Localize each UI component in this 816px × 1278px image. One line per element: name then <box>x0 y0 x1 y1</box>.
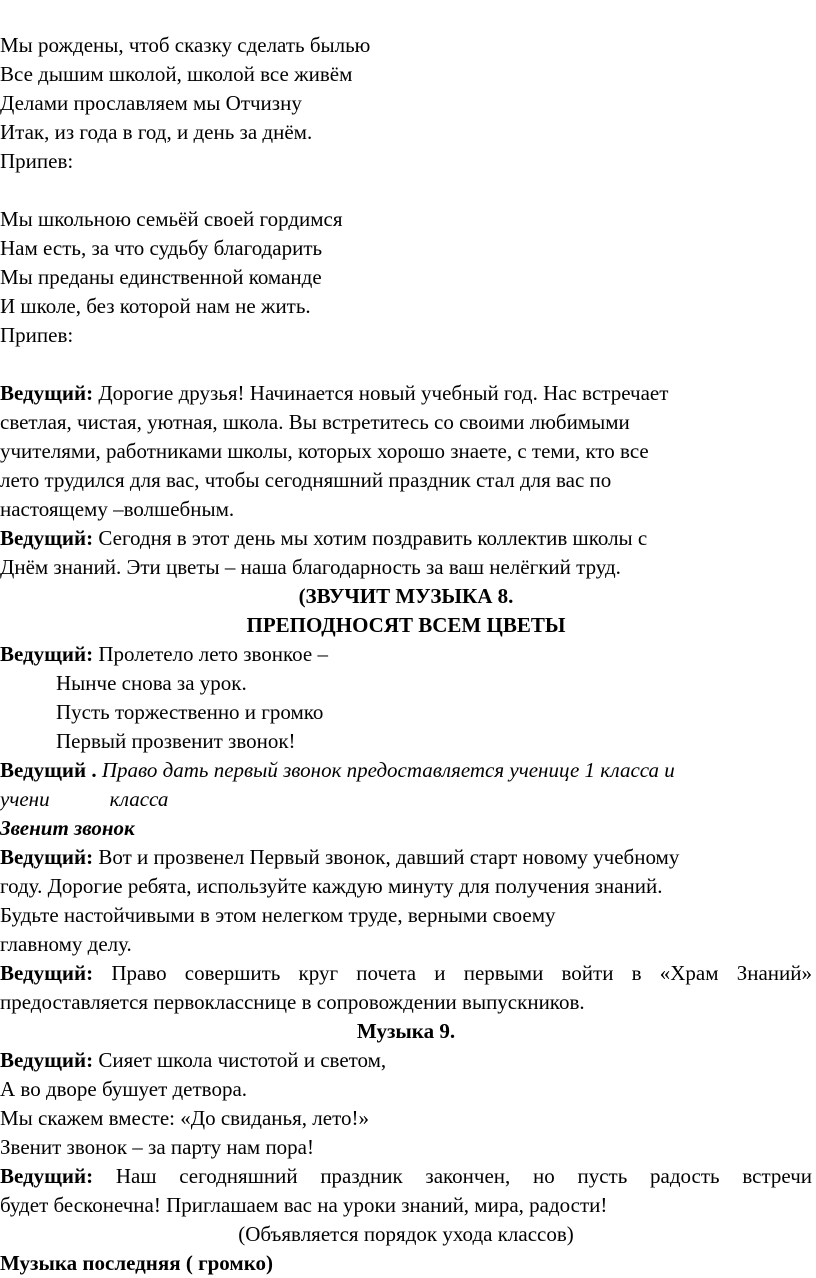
verse-line: Мы преданы единственной команде <box>0 265 322 289</box>
paragraph-line: настоящему –волшебным. <box>0 497 235 521</box>
paragraph-line: Ведущий: Сегодня в этот день мы хотим поздравить коллектив школы с <box>0 526 648 550</box>
paragraph-line: будет бесконечна! Приглашаем вас на уроки знаний, мира, радости! <box>0 1193 608 1217</box>
speaker-label: Ведущий: <box>0 381 94 405</box>
paragraph-line: Ведущий: Вот и прозвенел Первый звонок, давший старт новому учебному <box>0 845 680 869</box>
speaker-label: Ведущий: <box>0 845 94 869</box>
speaker-label: Ведущий . <box>0 758 97 782</box>
document-page <box>0 31 812 1278</box>
chorus-label: Припев: <box>0 149 74 173</box>
paragraph-line: Ведущий . Право дать первый звонок предоставляется ученице 1 класса и <box>0 758 675 782</box>
paragraph-line: светлая, чистая, уютная, школа. Вы встретитесь со своими любимыми <box>0 410 630 434</box>
paragraph-line: году. Дорогие ребята, используйте каждую минуту для получения знаний. <box>0 874 663 898</box>
poem-line: Ведущий: Сияет школа чистотой и светом, <box>0 1048 387 1072</box>
stage-direction: ПРЕПОДНОСЯТ ВСЕМ ЦВЕТЫ <box>246 613 566 637</box>
paragraph-line: главному делу. <box>0 932 132 956</box>
poem-line: Первый прозвенит звонок! <box>56 729 296 753</box>
poem-line: Ведущий: Пролетело лето звонкое – <box>0 642 328 666</box>
verse-line: Делами прославляем мы Отчизну <box>0 91 302 115</box>
verse-line: Мы школьною семьёй своей гордимся <box>0 207 343 231</box>
poem-line: Нынче снова за урок. <box>56 671 247 695</box>
verse-line: И школе, без которой нам не жить. <box>0 294 311 318</box>
stage-direction: (ЗВУЧИТ МУЗЫКА 8. <box>298 584 514 608</box>
paragraph-line: Ведущий: Право совершить круг почета и первыми войти в «Храм Знаний» <box>0 961 813 985</box>
blank-line <box>0 350 812 379</box>
blank-line <box>0 176 812 205</box>
poem-line: Пусть торжественно и громко <box>56 700 324 724</box>
stage-direction: Музыка 9. <box>356 1019 456 1043</box>
paragraph-line: Днём знаний. Эти цветы – наша благодарность за ваш нелёгкий труд. <box>0 555 621 579</box>
poem-line: Звенит звонок – за парту нам пора! <box>0 1135 314 1159</box>
stage-direction: Звенит звонок <box>0 816 135 840</box>
paragraph-line: Ведущий: Дорогие друзья! Начинается новый учебный год. Нас встречает <box>0 381 669 405</box>
speaker-label: Ведущий: <box>0 1164 94 1188</box>
paragraph-line: Ведущий: Наш сегодняшний праздник закончен, но пусть радость встречи <box>0 1164 812 1188</box>
paragraph-line: лето трудился для вас, чтобы сегодняшний праздник стал для вас по <box>0 468 612 492</box>
paragraph-line: предоставляется первокласснице в сопровождении выпускников. <box>0 990 585 1014</box>
verse-line: Все дышим школой, школой все живём <box>0 62 353 86</box>
paragraph-line: Будьте настойчивыми в этом нелегком труде, верными своему <box>0 903 556 927</box>
speaker-label: Ведущий: <box>0 1048 94 1072</box>
speaker-label: Ведущий: <box>0 642 94 666</box>
chorus-label: Припев: <box>0 323 74 347</box>
verse-line: Мы рождены, чтоб сказку сделать былью <box>0 33 371 57</box>
speaker-label: Ведущий: <box>0 961 94 985</box>
stage-direction: (Объявляется порядок ухода классов) <box>238 1222 574 1246</box>
stage-direction: Музыка последняя ( громко) <box>0 1251 274 1275</box>
verse-line: Нам есть, за что судьбу благодарить <box>0 236 323 260</box>
paragraph-line: учителями, работниками школы, которых хорошо знаете, с теми, кто все <box>0 439 649 463</box>
verse-line: Итак, из года в год, и день за днём. <box>0 120 313 144</box>
speaker-label: Ведущий: <box>0 526 94 550</box>
paragraph-line: учени класса <box>0 787 169 811</box>
poem-line: А во дворе бушует детвора. <box>0 1077 248 1101</box>
poem-line: Мы скажем вместе: «До свиданья, лето!» <box>0 1106 369 1130</box>
